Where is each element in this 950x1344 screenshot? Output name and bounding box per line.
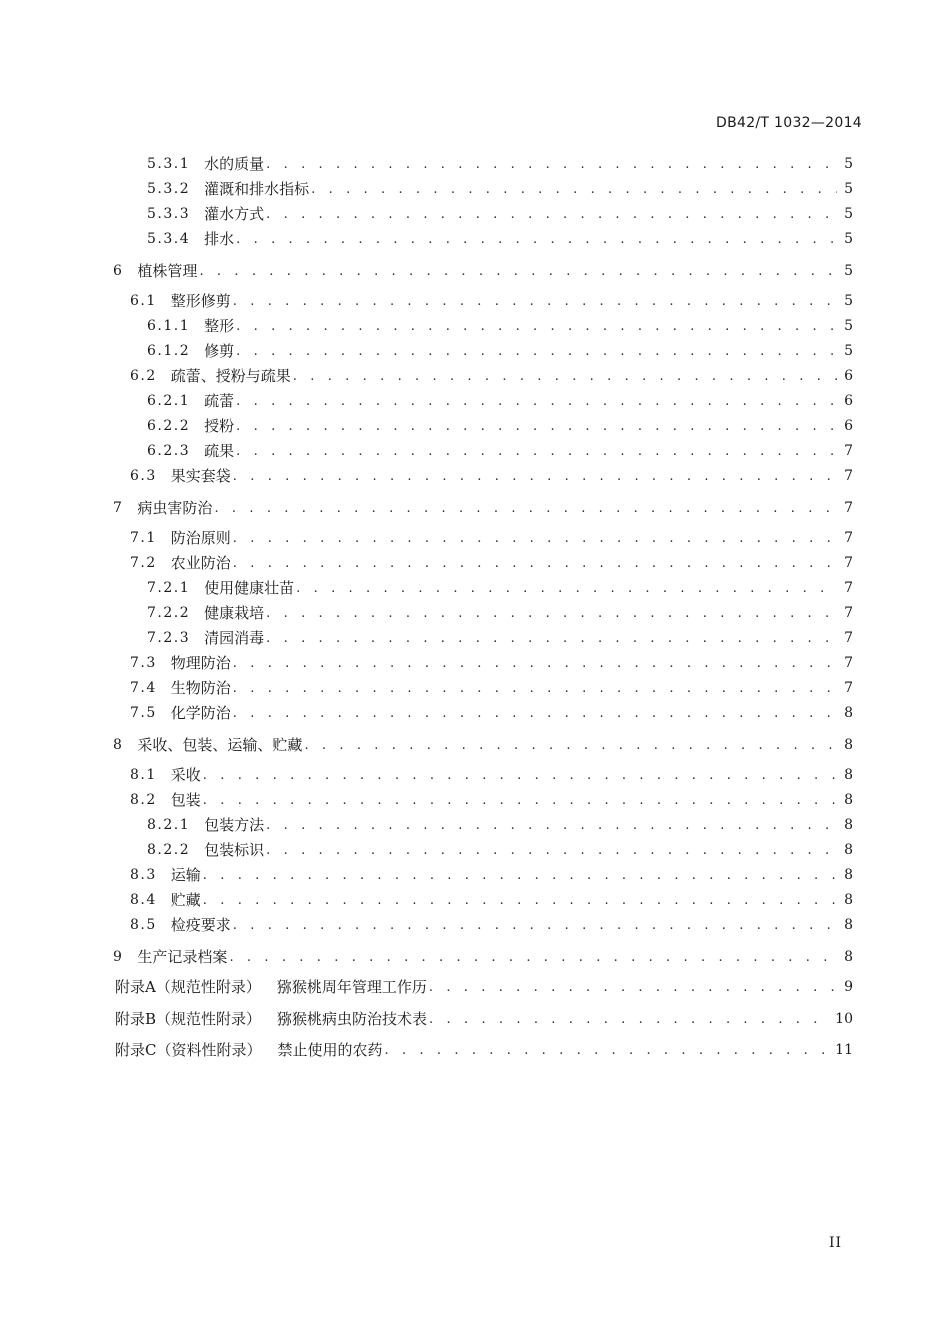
toc-entry-number: 8.2.2 xyxy=(147,842,191,858)
toc-entry-number: 7.3 xyxy=(130,655,157,671)
toc-entry-number: 8.5 xyxy=(130,917,157,933)
toc-entry[interactable] xyxy=(130,552,853,574)
toc-entry-number: 6.2.2 xyxy=(147,418,191,434)
toc-entry[interactable] xyxy=(113,734,853,756)
toc-entry[interactable] xyxy=(130,290,853,312)
toc-entry-title: 健康栽培 xyxy=(204,604,265,622)
page-number: II xyxy=(829,1235,843,1251)
toc-dot-leader xyxy=(385,1041,830,1061)
toc-entry[interactable] xyxy=(147,390,853,412)
toc-entry-page: 7 xyxy=(844,500,853,516)
toc-dot-leader xyxy=(236,317,837,337)
document-code: DB42/T 1032—2014 xyxy=(716,115,862,131)
toc-entry[interactable] xyxy=(130,764,853,786)
toc-entry-title: 采收、包装、运输、贮藏 xyxy=(137,736,303,754)
toc-entry-title: 疏蕾 xyxy=(204,392,235,410)
toc-dot-leader xyxy=(236,442,837,462)
toc-entry-number: 9 xyxy=(113,949,124,965)
toc-entry-number: 8.1 xyxy=(130,767,157,783)
toc-entry[interactable] xyxy=(130,889,853,911)
toc-entry[interactable] xyxy=(147,577,853,599)
toc-entry-page: 5 xyxy=(844,263,853,279)
toc-appendix-label: 附录B（规范性附录） xyxy=(115,1010,262,1028)
toc-appendix-label: 附录C（资料性附录） xyxy=(115,1041,262,1059)
toc-entry[interactable] xyxy=(130,789,853,811)
toc-entry-number: 7.2 xyxy=(130,555,157,571)
toc-dot-leader xyxy=(203,766,837,786)
toc-entry-title: 包装标识 xyxy=(204,841,265,859)
toc-dot-leader xyxy=(236,342,837,362)
toc-appendix-entry[interactable] xyxy=(115,976,853,998)
toc-entry-title: 病虫害防治 xyxy=(137,499,213,517)
toc-entry-page: 10 xyxy=(835,1011,853,1027)
toc-entry[interactable] xyxy=(147,340,853,362)
toc-entry-number: 7.4 xyxy=(130,680,157,696)
toc-dot-leader xyxy=(236,230,837,250)
toc-entry[interactable] xyxy=(147,153,853,175)
toc-entry-page: 5 xyxy=(844,318,853,334)
toc-entry-number: 7.2.2 xyxy=(147,605,191,621)
toc-entry-number: 6 xyxy=(113,263,124,279)
toc-appendix-entry[interactable] xyxy=(115,1039,853,1061)
toc-entry-title: 灌水方式 xyxy=(204,205,265,223)
toc-entry-page: 5 xyxy=(844,156,853,172)
toc-dot-leader xyxy=(203,891,837,911)
toc-entry-page: 8 xyxy=(844,767,853,783)
toc-appendix-label: 附录A（规范性附录） xyxy=(115,978,261,996)
toc-entry-number: 8.3 xyxy=(130,867,157,883)
toc-entry-title: 使用健康壮苗 xyxy=(204,579,295,597)
toc-dot-leader xyxy=(233,467,837,487)
toc-entry-number: 5.3.4 xyxy=(147,231,191,247)
toc-entry-page: 8 xyxy=(844,867,853,883)
toc-entry-number: 6.1.1 xyxy=(147,318,191,334)
toc-entry-number: 5.3.3 xyxy=(147,206,191,222)
toc-dot-leader xyxy=(266,841,837,861)
toc-entry-title: 疏蕾、授粉与疏果 xyxy=(170,367,291,385)
toc-entry[interactable] xyxy=(147,440,853,462)
toc-entry[interactable] xyxy=(113,946,853,968)
toc-entry[interactable] xyxy=(130,864,853,886)
toc-entry-number: 5.3.1 xyxy=(147,156,191,172)
toc-entry-title: 猕猴桃周年管理工作历 xyxy=(276,978,427,996)
toc-entry-title: 禁止使用的农药 xyxy=(277,1041,383,1059)
toc-entry-title: 水的质量 xyxy=(204,155,265,173)
toc-entry-page: 8 xyxy=(844,949,853,965)
toc-dot-leader xyxy=(233,292,837,312)
toc-entry[interactable] xyxy=(130,914,853,936)
toc-entry[interactable] xyxy=(147,228,853,250)
toc-dot-leader xyxy=(233,679,837,699)
toc-dot-leader xyxy=(293,367,837,387)
toc-entry-number: 6.3 xyxy=(130,468,157,484)
toc-entry-page: 7 xyxy=(844,468,853,484)
toc-entry-number: 7 xyxy=(113,500,124,516)
toc-entry-title: 运输 xyxy=(170,866,201,884)
toc-entry-title: 清园消毒 xyxy=(204,629,265,647)
toc-entry-title: 授粉 xyxy=(204,417,235,435)
toc-dot-leader xyxy=(296,579,837,599)
toc-entry-title: 猕猴桃病虫防治技术表 xyxy=(277,1010,428,1028)
toc-entry-page: 11 xyxy=(835,1042,853,1058)
toc-entry-page: 7 xyxy=(844,630,853,646)
toc-entry-title: 疏果 xyxy=(204,442,235,460)
toc-entry-page: 7 xyxy=(844,443,853,459)
toc-entry-title: 包装方法 xyxy=(204,816,265,834)
toc-entry[interactable] xyxy=(147,178,853,200)
toc-entry[interactable] xyxy=(130,527,853,549)
toc-entry-title: 物理防治 xyxy=(170,654,231,672)
toc-dot-leader xyxy=(203,791,837,811)
toc-entry[interactable] xyxy=(130,365,853,387)
toc-entry-page: 5 xyxy=(844,206,853,222)
toc-entry-page: 8 xyxy=(844,917,853,933)
toc-entry-number: 7.1 xyxy=(130,530,157,546)
toc-entry-page: 8 xyxy=(844,737,853,753)
toc-entry-number: 8.2.1 xyxy=(147,817,191,833)
toc-entry-title: 排水 xyxy=(204,230,235,248)
toc-entry[interactable] xyxy=(130,652,853,674)
toc-entry[interactable] xyxy=(147,602,853,624)
toc-dot-leader xyxy=(233,704,837,724)
toc-entry-title: 生物防治 xyxy=(170,679,231,697)
toc-entry-page: 5 xyxy=(844,181,853,197)
toc-dot-leader xyxy=(266,629,837,649)
toc-entry[interactable] xyxy=(130,465,853,487)
toc-entry-title: 果实套袋 xyxy=(170,467,231,485)
toc-entry[interactable] xyxy=(147,203,853,225)
toc-entry-title: 农业防治 xyxy=(170,554,231,572)
toc-entry-number: 6.2 xyxy=(130,368,157,384)
toc-entry-page: 7 xyxy=(844,530,853,546)
toc-entry-title: 检疫要求 xyxy=(170,916,231,934)
toc-entry-page: 7 xyxy=(844,655,853,671)
toc-entry-number: 7.2.1 xyxy=(147,580,191,596)
toc-entry[interactable] xyxy=(113,497,853,519)
toc-dot-leader xyxy=(203,866,837,886)
toc-dot-leader xyxy=(266,205,837,225)
toc-entry[interactable] xyxy=(113,260,853,282)
toc-entry-title: 灌溉和排水指标 xyxy=(204,180,310,198)
toc-entry-number: 6.2.3 xyxy=(147,443,191,459)
toc-entry[interactable] xyxy=(147,814,853,836)
toc-dot-leader xyxy=(429,1010,829,1030)
toc-entry[interactable] xyxy=(147,415,853,437)
toc-entry[interactable] xyxy=(147,315,853,337)
toc-dot-leader xyxy=(266,155,837,175)
toc-dot-leader xyxy=(233,654,837,674)
toc-dot-leader xyxy=(233,529,837,549)
toc-entry[interactable] xyxy=(130,677,853,699)
toc-entry-page: 7 xyxy=(844,680,853,696)
toc-entry-page: 8 xyxy=(844,792,853,808)
toc-entry-page: 6 xyxy=(844,368,853,384)
toc-entry-page: 5 xyxy=(844,343,853,359)
toc-entry-number: 6.1 xyxy=(130,293,157,309)
toc-dot-leader xyxy=(233,554,837,574)
toc-entry-page: 5 xyxy=(844,293,853,309)
toc-entry-title: 包装 xyxy=(170,791,201,809)
toc-entry-title: 植株管理 xyxy=(137,262,198,280)
toc-dot-leader xyxy=(429,978,837,998)
toc-dot-leader xyxy=(266,604,837,624)
toc-dot-leader xyxy=(229,948,837,968)
toc-entry[interactable] xyxy=(130,702,853,724)
toc-entry-page: 5 xyxy=(844,231,853,247)
toc-entry-page: 6 xyxy=(844,418,853,434)
toc-entry-page: 7 xyxy=(844,555,853,571)
toc-entry-title: 修剪 xyxy=(204,342,235,360)
toc-entry-title: 化学防治 xyxy=(170,704,231,722)
toc-entry-title: 整形 xyxy=(204,317,235,335)
toc-entry[interactable] xyxy=(147,627,853,649)
toc-entry-number: 5.3.2 xyxy=(147,181,191,197)
toc-dot-leader xyxy=(266,816,837,836)
toc-entry-page: 8 xyxy=(844,817,853,833)
toc-dot-leader xyxy=(233,916,837,936)
toc-entry-number: 8 xyxy=(113,737,124,753)
toc-entry[interactable] xyxy=(147,839,853,861)
toc-entry-number: 7.5 xyxy=(130,705,157,721)
toc-dot-leader xyxy=(236,417,837,437)
toc-entry-title: 防治原则 xyxy=(170,529,231,547)
toc-entry-page: 9 xyxy=(844,979,853,995)
toc-dot-leader xyxy=(236,392,837,412)
toc-entry-page: 8 xyxy=(844,892,853,908)
toc-entry-page: 7 xyxy=(844,580,853,596)
toc-appendix-entry[interactable] xyxy=(115,1008,853,1030)
toc-entry-number: 6.1.2 xyxy=(147,343,191,359)
toc-entry-title: 贮藏 xyxy=(170,891,201,909)
toc-dot-leader xyxy=(304,736,837,756)
toc-entry-title: 采收 xyxy=(170,766,201,784)
toc-entry-page: 8 xyxy=(844,705,853,721)
toc-entry-number: 8.4 xyxy=(130,892,157,908)
toc-entry-number: 7.2.3 xyxy=(147,630,191,646)
toc-dot-leader xyxy=(311,180,837,200)
toc-entry-title: 生产记录档案 xyxy=(137,948,228,966)
toc-entry-number: 8.2 xyxy=(130,792,157,808)
toc-entry-page: 8 xyxy=(844,842,853,858)
toc-entry-title: 整形修剪 xyxy=(170,292,231,310)
toc-dot-leader xyxy=(214,499,837,519)
toc-entry-page: 6 xyxy=(844,393,853,409)
toc-entry-page: 7 xyxy=(844,605,853,621)
toc-entry-number: 6.2.1 xyxy=(147,393,191,409)
toc-dot-leader xyxy=(199,262,837,282)
